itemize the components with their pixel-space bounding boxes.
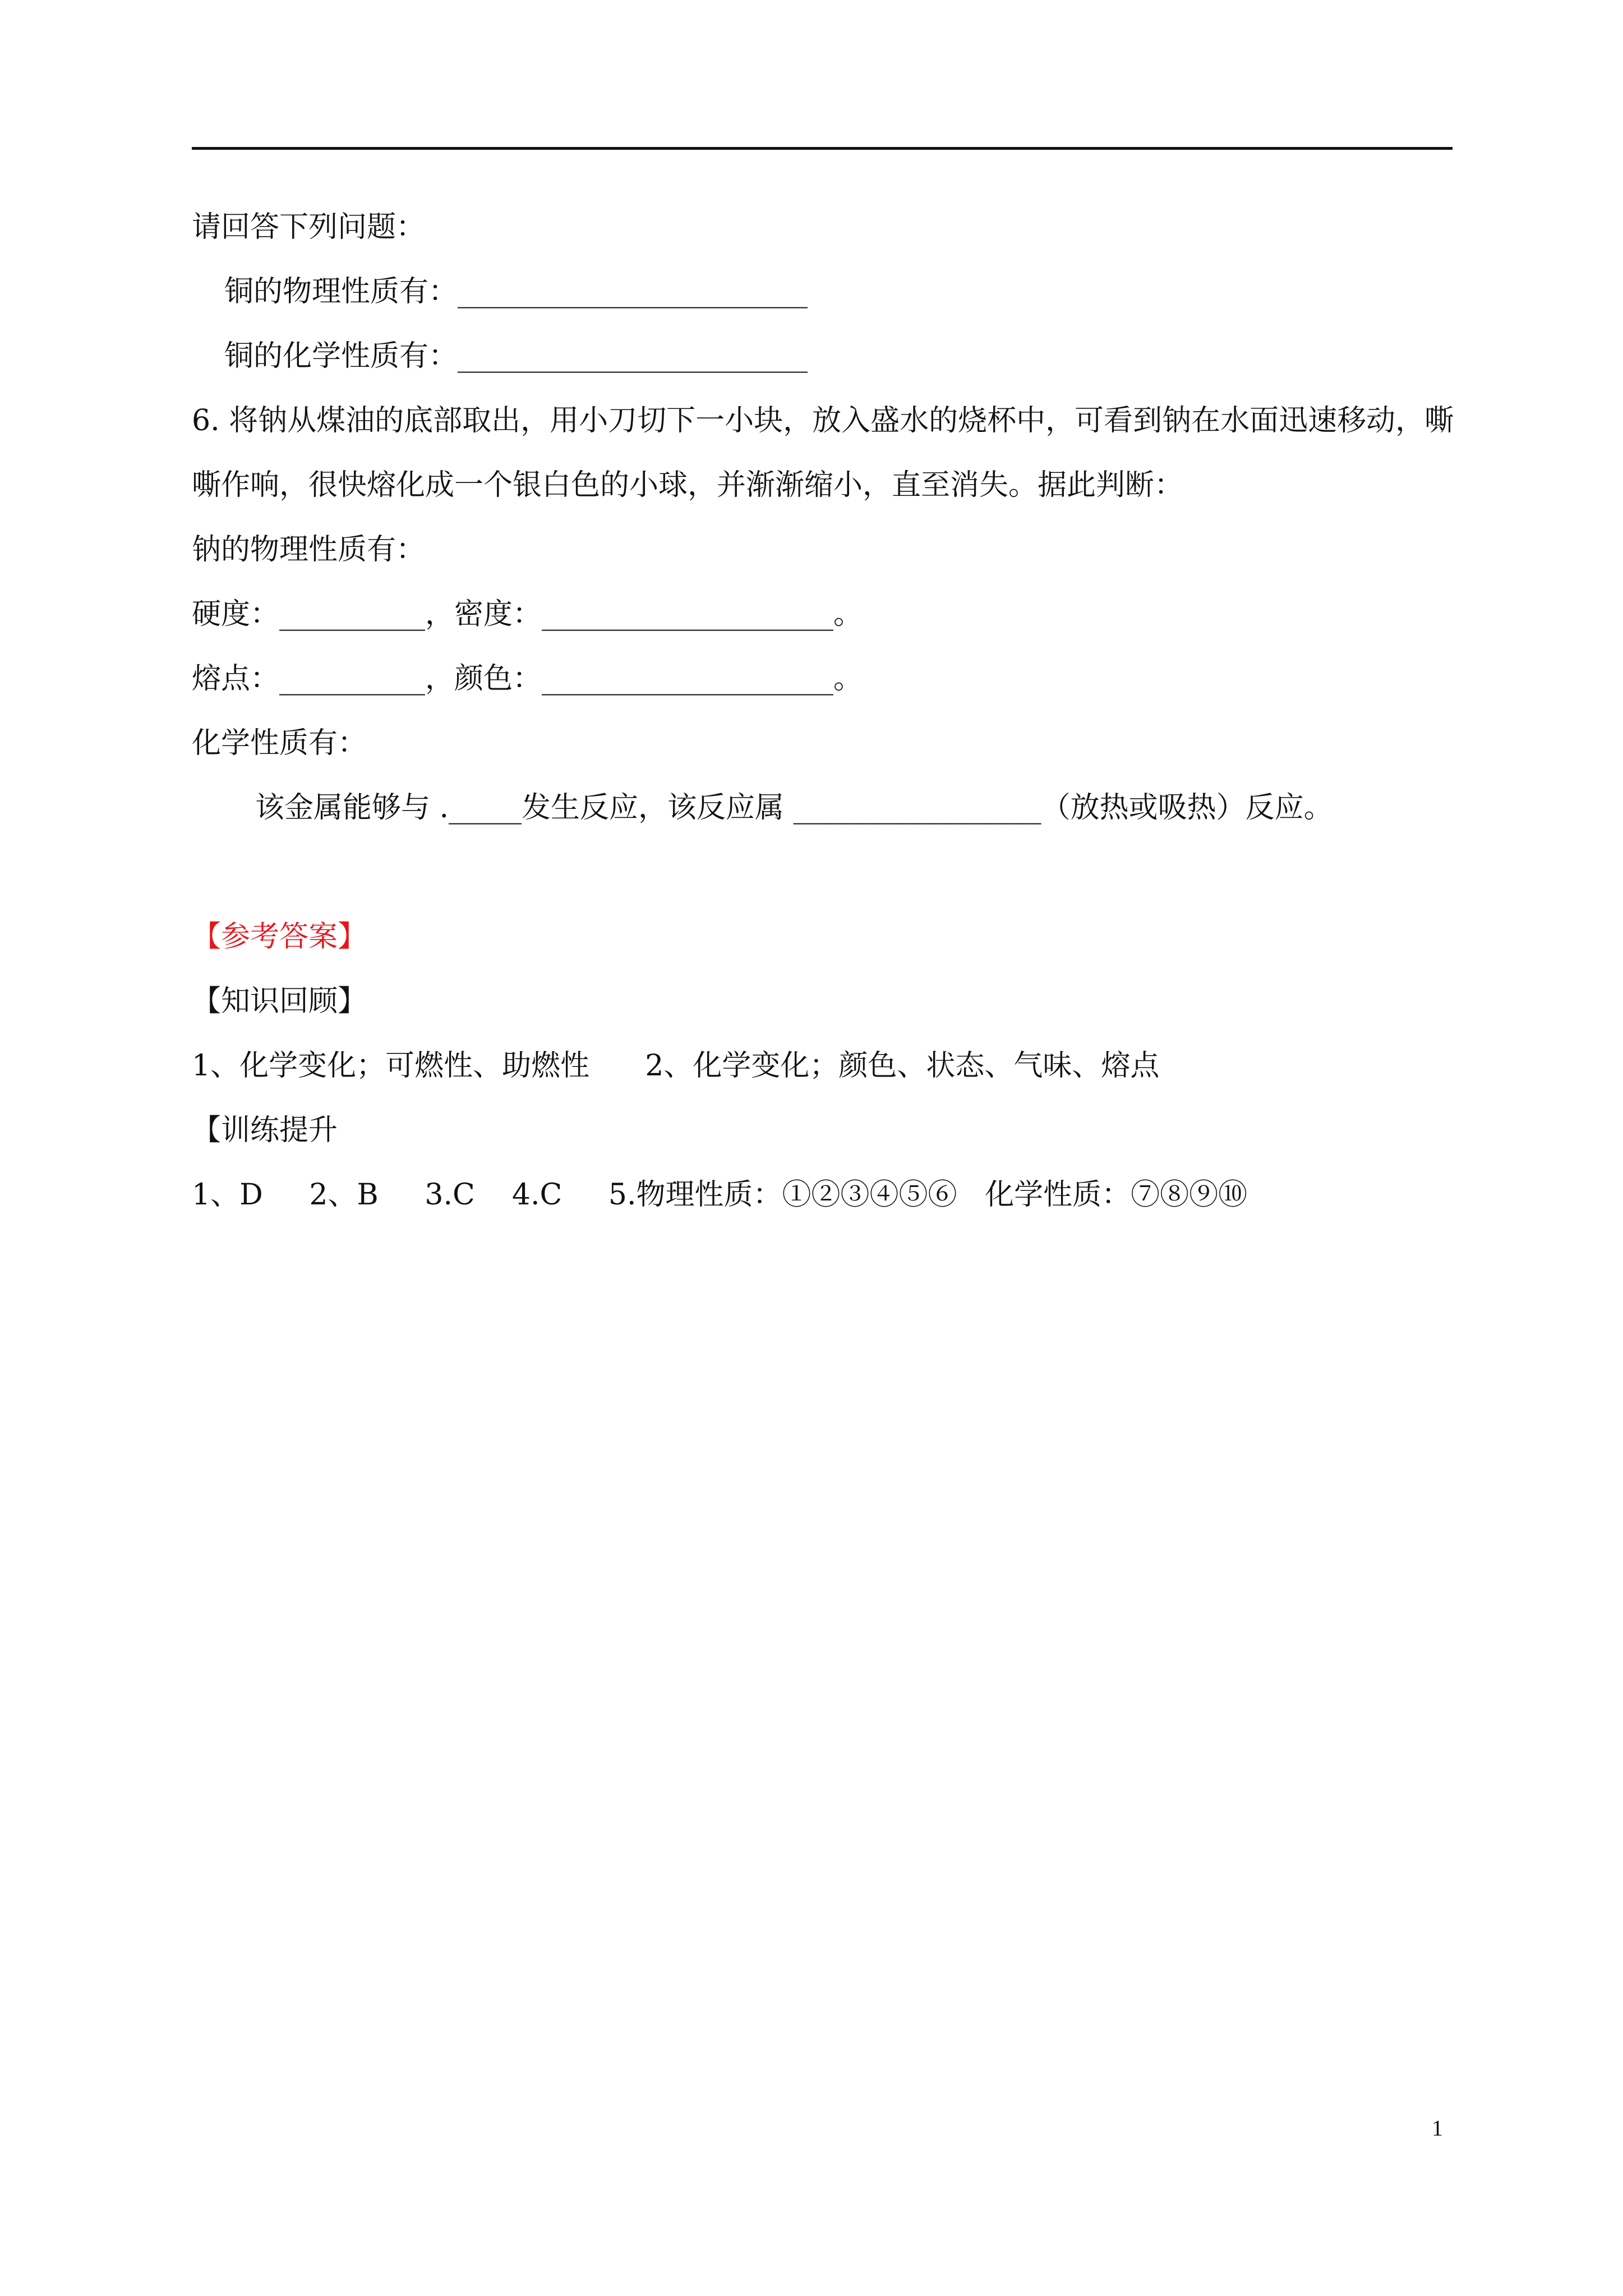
copper-chemical-blank: 铜的化学性质有：________________________ bbox=[224, 339, 808, 373]
sodium-physical-heading: 钠的物理性质有： bbox=[192, 533, 426, 567]
review-answers: 1、化学变化；可燃性、助燃性 2、化学变化；颜色、状态、气味、熔点 bbox=[192, 1049, 1160, 1083]
chemical-props-heading: 化学性质有： bbox=[192, 726, 367, 760]
question-prompt: 请回答下列问题： bbox=[192, 210, 426, 244]
training-heading: 【训练提升 bbox=[192, 1114, 338, 1147]
melting-color-blanks: 熔点：__________，颜色：____________________。 bbox=[192, 662, 863, 696]
training-answers: 1、D 2、B 3.C 4.C 5.物理性质：①②③④⑤⑥ 化学性质：⑦⑧⑨⑩ bbox=[192, 1178, 1248, 1212]
review-heading: 【知识回顾】 bbox=[192, 984, 367, 1018]
question-6-line-2: 嘶作响，很快熔化成一个银白色的小球，并渐渐缩小，直至消失。据此判断： bbox=[192, 468, 1184, 502]
header-rule bbox=[192, 147, 1453, 150]
reaction-blank-line: 该金属能够与 ._____发生反应，该反应属 _________________（放热或吸热）反应。 bbox=[255, 791, 1333, 825]
question-6-line-1: 6. 将钠从煤油的底部取出，用小刀切下一小块，放入盛水的烧杯中，可看到钠在水面迅速移动，嘶 bbox=[192, 404, 1454, 438]
page-number: 1 bbox=[1432, 2115, 1443, 2141]
hardness-density-blanks: 硬度：__________，密度：____________________。 bbox=[192, 597, 863, 631]
answers-heading: 【参考答案】 bbox=[192, 920, 367, 954]
copper-physical-blank: 铜的物理性质有：________________________ bbox=[224, 275, 808, 309]
